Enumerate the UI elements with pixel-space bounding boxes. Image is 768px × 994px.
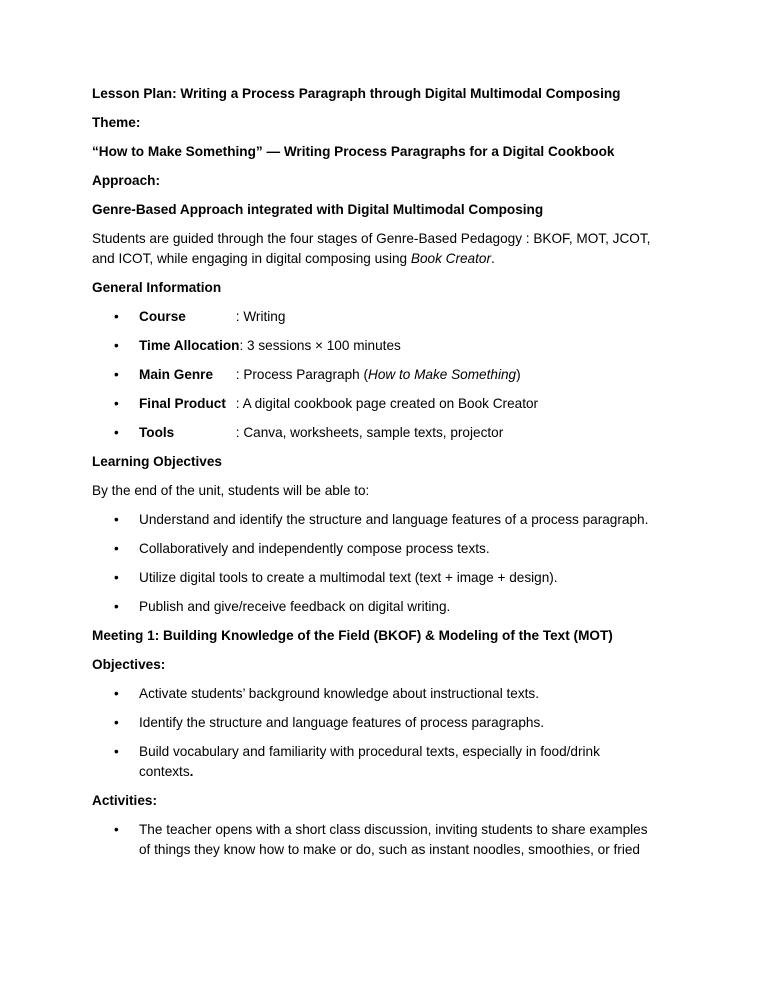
general-info-key: Time Allocation	[139, 338, 240, 353]
list-item	[92, 713, 692, 733]
general-info-item-course	[92, 307, 692, 327]
general-information-list	[92, 307, 692, 443]
list-item-text-line2: contexts	[139, 764, 190, 779]
bullet-icon: •	[114, 367, 119, 382]
approach-description-line1: Students are guided through the four stages of Genre-Based Pedagogy : BKOF, MOT, JCOT,	[92, 231, 651, 246]
meeting1-activities-label: Activities:	[92, 793, 157, 808]
general-info-value: : Canva, worksheets, sample texts, projector	[232, 425, 504, 440]
bullet-icon: •	[114, 599, 119, 614]
general-info-value: : Process Paragraph (	[232, 367, 368, 382]
bullet-icon: •	[114, 686, 119, 701]
general-information-heading: General Information	[92, 280, 222, 295]
learning-objectives-intro: By the end of the unit, students will be able to:	[92, 483, 370, 498]
list-item-bold-period: .	[189, 764, 194, 779]
learning-objectives-heading: Learning Objectives	[92, 454, 222, 469]
meeting1-objectives-label: Objectives:	[92, 657, 166, 672]
general-info-value: : Writing	[232, 309, 286, 324]
bullet-icon: •	[114, 822, 119, 837]
list-item-text-line2: of things they know how to make or do, such as instant noodles, smoothies, or fried	[139, 842, 640, 857]
bullet-icon: •	[114, 512, 119, 527]
bullet-icon: •	[114, 396, 119, 411]
document-page	[92, 84, 692, 869]
meeting1-activities-list	[92, 820, 692, 860]
bullet-icon: •	[114, 744, 119, 759]
approach-description	[92, 229, 692, 269]
general-info-tail: )	[516, 367, 521, 382]
list-item-text: Identify the structure and language features of process paragraphs.	[139, 715, 545, 730]
list-item	[92, 510, 692, 530]
theme-label: Theme:	[92, 115, 141, 130]
general-info-italic: How to Make Something	[368, 367, 517, 382]
list-item-text-line1: Build vocabulary and familiarity with procedural texts, especially in food/drink	[139, 744, 600, 759]
bullet-icon: •	[114, 715, 119, 730]
theme-value: “How to Make Something” — Writing Process Paragraphs for a Digital Cookbook	[92, 144, 615, 159]
list-item-text: Utilize digital tools to create a multimodal text (text + image + design).	[139, 570, 558, 585]
list-item-text: Activate students’ background knowledge about instructional texts.	[139, 686, 539, 701]
list-item	[92, 742, 692, 782]
list-item	[92, 568, 692, 588]
general-info-value: : A digital cookbook page created on Book Creator	[232, 396, 539, 411]
general-info-key: Tools	[139, 425, 175, 440]
list-item	[92, 820, 692, 860]
approach-label: Approach:	[92, 173, 160, 188]
meeting1-objectives-list	[92, 684, 692, 782]
learning-objectives-list	[92, 510, 692, 617]
general-info-key: Final Product	[139, 396, 226, 411]
approach-description-line2c: .	[490, 251, 495, 266]
approach-description-line2a: and ICOT, while engaging in digital composing using	[92, 251, 411, 266]
list-item	[92, 539, 692, 559]
list-item	[92, 597, 692, 617]
book-creator-italic: Book Creator	[410, 251, 491, 266]
bullet-icon: •	[114, 309, 119, 324]
general-info-value: : 3 sessions × 100 minutes	[239, 338, 401, 353]
general-info-key: Course	[139, 309, 186, 324]
bullet-icon: •	[114, 541, 119, 556]
list-item	[92, 684, 692, 704]
general-info-item-tools	[92, 423, 692, 443]
bullet-icon: •	[114, 338, 119, 353]
approach-value: Genre-Based Approach integrated with Digital Multimodal Composing	[92, 202, 544, 217]
general-info-item-time-allocation	[92, 336, 692, 356]
list-item-text: Publish and give/receive feedback on digital writing.	[139, 599, 451, 614]
document-title: Lesson Plan: Writing a Process Paragraph through Digital Multimodal Composing	[92, 86, 621, 101]
list-item-text: Understand and identify the structure and language features of a process paragraph.	[139, 512, 649, 527]
bullet-icon: •	[114, 570, 119, 585]
bullet-icon: •	[114, 425, 119, 440]
list-item-text-line1: The teacher opens with a short class discussion, inviting students to share examples	[139, 822, 648, 837]
meeting1-heading: Meeting 1: Building Knowledge of the Field (BKOF) & Modeling of the Text (MOT)	[92, 628, 613, 643]
general-info-item-final-product	[92, 394, 692, 414]
general-info-key: Main Genre	[139, 367, 214, 382]
general-info-item-main-genre	[92, 365, 692, 385]
list-item-text: Collaboratively and independently compose process texts.	[139, 541, 490, 556]
